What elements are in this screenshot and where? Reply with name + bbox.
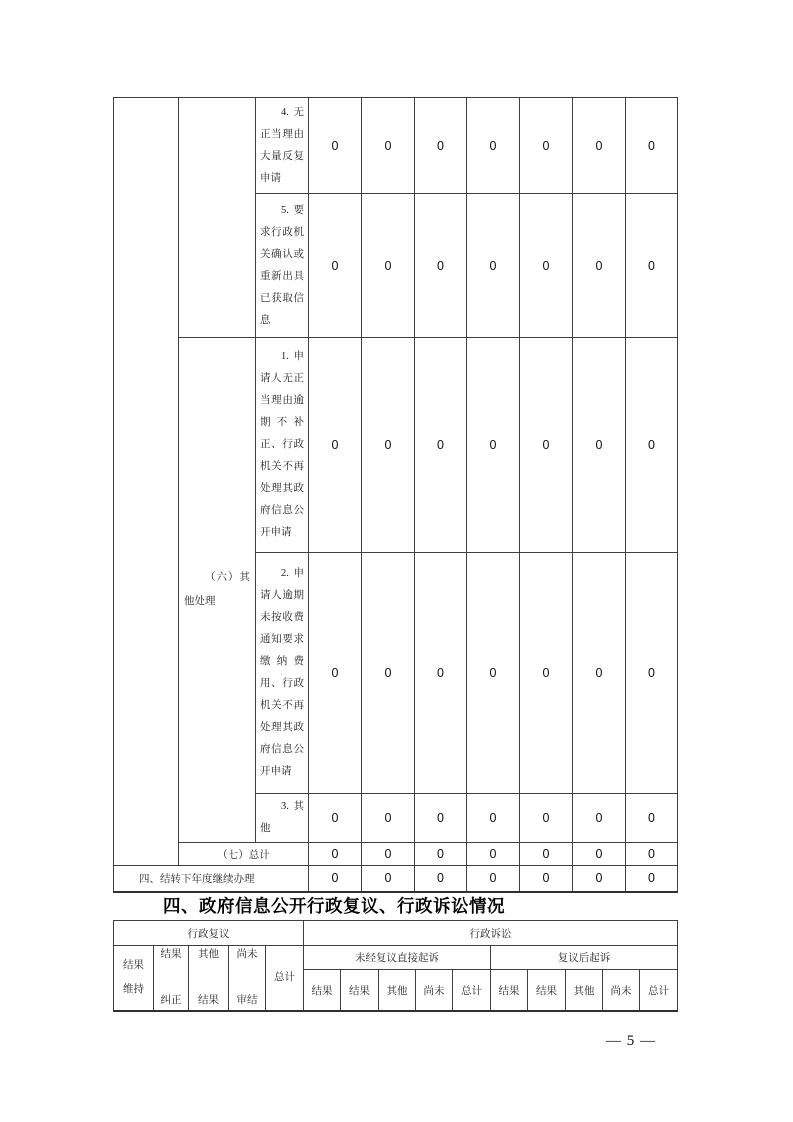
value-cell: 0 [520, 553, 573, 794]
value-cell: 0 [520, 194, 573, 338]
value-cell: 0 [362, 553, 415, 794]
column-header-line: 其他 [198, 949, 219, 960]
column-header: 尚未 [603, 970, 640, 1011]
column-header [229, 946, 266, 1012]
review-group-header: 行政复议 [114, 921, 304, 946]
value-cell: 0 [467, 194, 520, 338]
column-header-line: 总计 [274, 972, 296, 983]
value-cell: 0 [626, 338, 678, 553]
value-cell: 0 [362, 866, 415, 892]
value-cell: 0 [520, 794, 573, 843]
value-cell: 0 [626, 553, 678, 794]
column-header-line: 结果 [123, 960, 144, 971]
value-cell: 0 [415, 843, 467, 866]
empty-cell [114, 98, 179, 866]
value-cell: 0 [467, 866, 520, 892]
section-heading: 四、政府信息公开行政复议、行政诉讼情况 [163, 896, 505, 916]
value-cell: 0 [415, 553, 467, 794]
column-header [189, 946, 229, 1012]
value-cell: 0 [626, 794, 678, 843]
column-header-line: 结果 [160, 949, 182, 960]
value-cell: 0 [573, 553, 626, 794]
carryover-label: 四、结转下年度继续办理 [114, 866, 309, 892]
value-cell: 0 [309, 338, 362, 553]
value-cell: 0 [362, 194, 415, 338]
value-cell: 0 [362, 338, 415, 553]
empty-cell [179, 98, 256, 338]
value-cell: 0 [573, 338, 626, 553]
value-cell: 0 [520, 843, 573, 866]
value-cell: 0 [626, 194, 678, 338]
column-header [114, 946, 154, 1012]
column-header-line: 尚未 [236, 949, 258, 960]
column-header-line: 结果 [198, 995, 219, 1006]
total-row [114, 843, 678, 866]
table-row [114, 338, 678, 553]
value-cell: 0 [415, 866, 467, 892]
value-cell: 0 [309, 843, 362, 866]
value-cell: 0 [467, 794, 520, 843]
value-cell: 0 [467, 553, 520, 794]
column-header: 结果 [304, 970, 341, 1011]
column-header: 其他 [566, 970, 603, 1011]
value-cell: 0 [520, 866, 573, 892]
column-header [266, 946, 304, 1012]
column-header: 结果 [528, 970, 566, 1011]
column-header-line: 纠正 [160, 995, 182, 1006]
page-number: — 5 — [606, 1033, 656, 1049]
value-cell: 0 [467, 338, 520, 553]
value-cell: 0 [415, 98, 467, 194]
value-cell: 0 [309, 98, 362, 194]
value-cell: 0 [626, 98, 678, 194]
column-header: 结果 [341, 970, 379, 1011]
value-cell: 0 [309, 866, 362, 892]
row-label: 5.要求行政机关确认或重新出具已获取信息 [256, 194, 309, 338]
table-row [114, 98, 678, 194]
column-header-line: 维持 [123, 984, 144, 995]
value-cell: 0 [309, 794, 362, 843]
group-header-row [114, 921, 678, 946]
value-cell: 0 [626, 843, 678, 866]
value-cell: 0 [520, 98, 573, 194]
value-cell: 0 [573, 194, 626, 338]
value-cell: 0 [573, 866, 626, 892]
column-header: 结果 [491, 970, 528, 1011]
subgroup-header-row [114, 946, 678, 970]
value-cell: 0 [309, 194, 362, 338]
value-cell: 0 [467, 98, 520, 194]
post-review-suit-subgroup-header: 复议后起诉 [491, 946, 678, 970]
category-label: （六）其他处理 [179, 338, 256, 843]
carryover-row [114, 866, 678, 892]
direct-suit-subgroup-header: 未经复议直接起诉 [304, 946, 491, 970]
column-header-line: 审结 [236, 995, 258, 1006]
value-cell: 0 [415, 794, 467, 843]
column-header: 其他 [379, 970, 416, 1011]
value-cell: 0 [520, 338, 573, 553]
value-cell: 0 [415, 194, 467, 338]
row-label: 3.其他 [256, 794, 309, 843]
column-header [154, 946, 189, 1012]
value-cell: 0 [415, 338, 467, 553]
row-label: 1.申请人无正当理由逾期不补正、行政机关不再处理其政府信息公开申请 [256, 338, 309, 553]
column-header: 总计 [453, 970, 491, 1011]
value-cell: 0 [467, 843, 520, 866]
processing-results-table [113, 97, 678, 893]
value-cell: 0 [573, 794, 626, 843]
column-header: 尚未 [416, 970, 453, 1011]
column-header: 总计 [640, 970, 678, 1011]
litigation-group-header: 行政诉讼 [304, 921, 678, 946]
value-cell: 0 [573, 98, 626, 194]
row-label: 2.申请人逾期未按收费通知要求缴纳费用、行政机关不再处理其政府信息公开申请 [256, 553, 309, 794]
row-label: 4.无正当理由大量反复申请 [256, 98, 309, 194]
value-cell: 0 [626, 866, 678, 892]
review-litigation-table [113, 920, 678, 1012]
total-label: （七）总计 [179, 843, 309, 866]
value-cell: 0 [362, 98, 415, 194]
value-cell: 0 [362, 843, 415, 866]
value-cell: 0 [309, 553, 362, 794]
value-cell: 0 [573, 843, 626, 866]
value-cell: 0 [362, 794, 415, 843]
